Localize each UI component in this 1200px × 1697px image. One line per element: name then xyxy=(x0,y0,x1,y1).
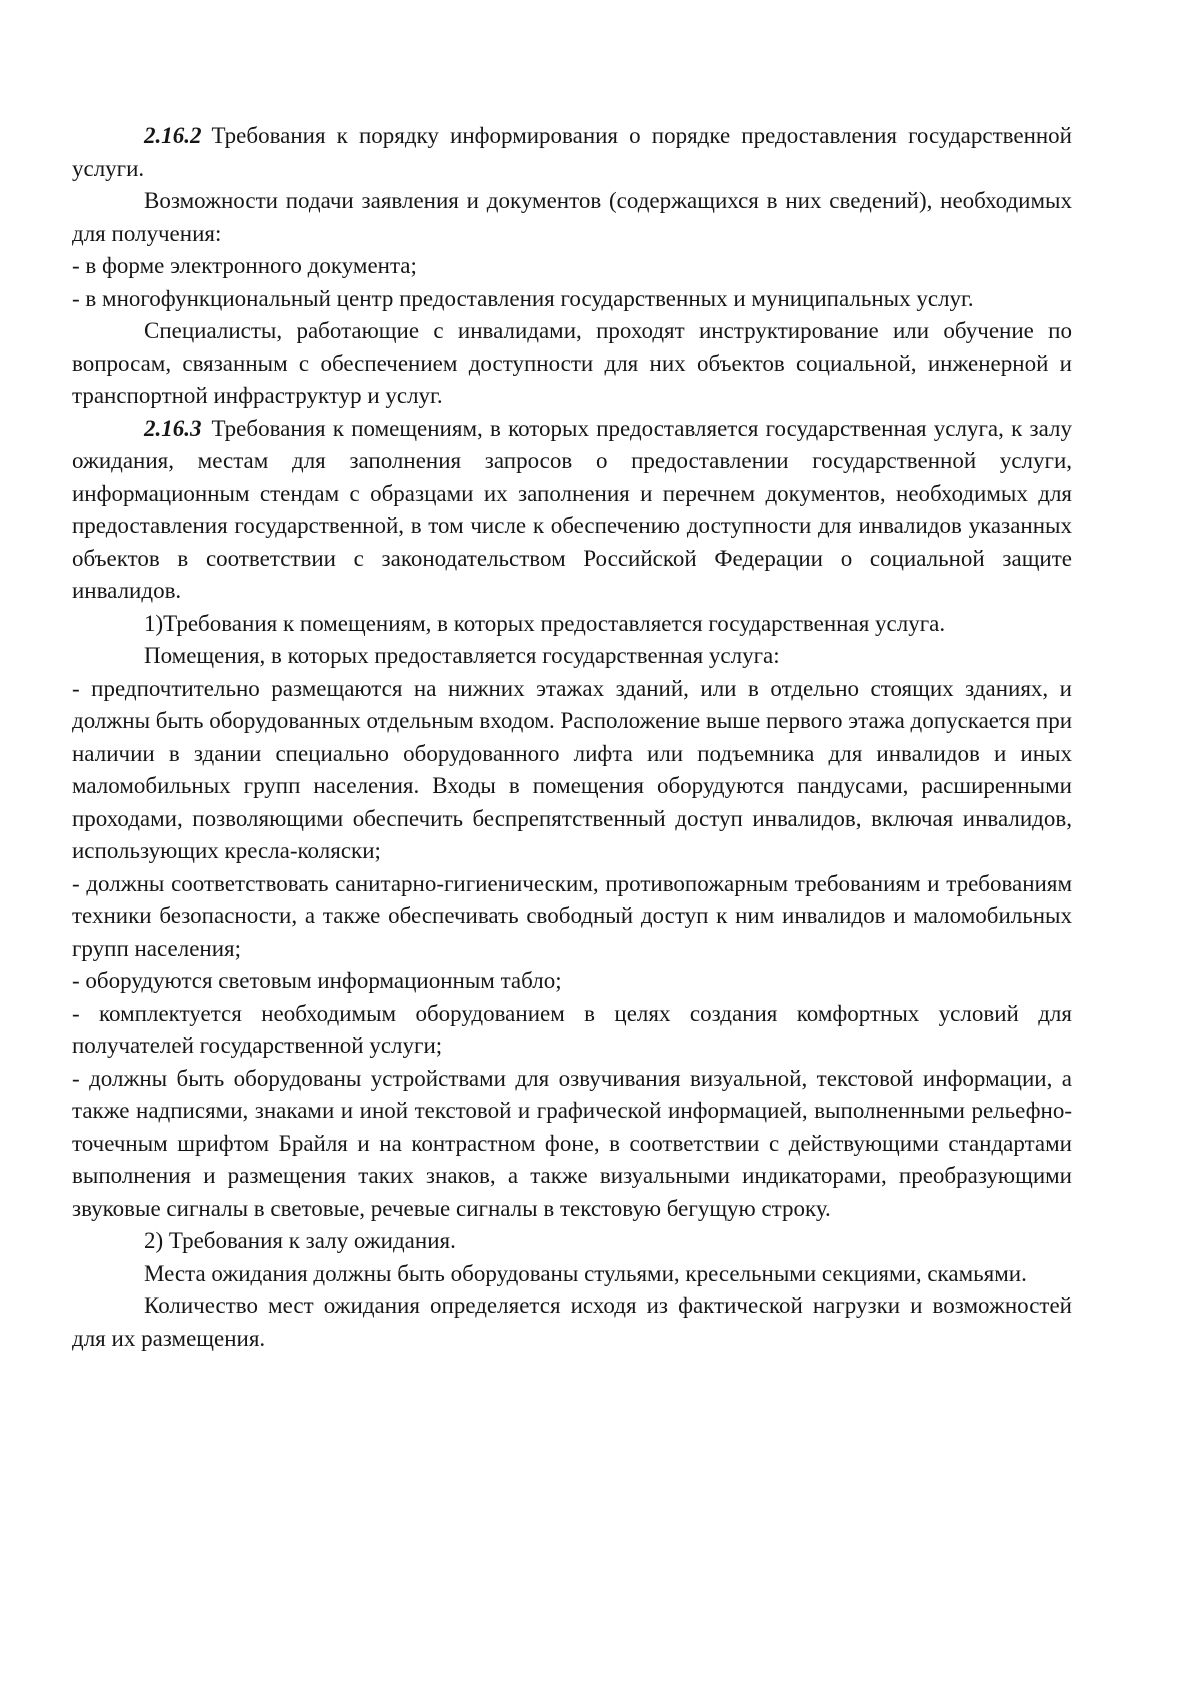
section-heading-text: Требования к помещениям, в которых предоставляется государственная услуга, к залу ожидания, местам для заполнения запросов о предоставлении государственной услуги, информационным стендам с образцами их заполнения и перечнем документов, необходимых для предоставления государственной, в том числе к обеспечению доступности для инвалидов указанных объектов в соответствии с законодательством Российской Федерации о социальной защите инвалидов. xyxy=(72,415,1072,603)
paragraph-waiting-seats: Места ожидания должны быть оборудованы стульями, кресельными секциями, скамьями. xyxy=(144,1260,1027,1286)
paragraph-premises-intro: Помещения, в которых предоставляется государственная услуга: xyxy=(144,643,780,668)
paragraph-specialists: Специалисты, работающие с инвалидами, проходят инструктирование или обучение по вопросам, связанным с обеспечением доступности для них объектов социальной, инженерной и транспортной инфраструктур и услуг. xyxy=(72,318,1072,408)
list-item-equipment: - комплектуется необходимым оборудованием в целях создания комфортных условий для получателей государственной услуги; xyxy=(72,1000,1072,1058)
paragraph-waiting-count: Количество мест ожидания определяется исходя из фактической нагрузки и возможностей для их размещения. xyxy=(72,1293,1072,1351)
section-2-16-3 xyxy=(72,413,1072,608)
list-item-sanitary: - должны соответствовать санитарно-гигиеническим, противопожарным требованиям и требованиям техники безопасности, а также обеспечивать свободный доступ к ним инвалидов и маломобильных групп населения; xyxy=(72,870,1072,961)
document-page xyxy=(72,120,1072,1355)
paragraph-premises-requirements-heading: 1)Требования к помещениям, в которых предоставляется государственная услуга. xyxy=(144,610,946,636)
section-number: 2.16.2 xyxy=(144,123,202,148)
list-item-light-board: - оборудуются световым информационным табло; xyxy=(72,968,562,993)
list-item-mfc: - в многофункциональный центр предоставления государственных и муниципальных услуг. xyxy=(72,285,974,311)
list-item-electronic: - в форме электронного документа; xyxy=(72,253,417,278)
section-number: 2.16.3 xyxy=(144,415,202,441)
section-2-16-2 xyxy=(72,120,1072,185)
paragraph-submission-options: Возможности подачи заявления и документов (содержащихся в них сведений), необходимых для получения: xyxy=(72,188,1072,246)
section-heading-text: Требования к порядку информирования о порядке предоставления государственной услуги. xyxy=(72,123,1072,181)
list-item-floor-location: - предпочтительно размещаются на нижних этажах зданий, или в отдельно стоящих зданиях, и должны быть оборудованных отдельным входом. Расположение выше первого этажа допускается при наличии в здании специально оборудованного лифта или подъемника для инвалидов и иных маломобильных групп населения. Входы в помещения оборудуются пандусами, расширенными проходами, позволяющими обеспечить беспрепятственный доступ инвалидов, включая инвалидов, использующих кресла-коляски; xyxy=(72,675,1073,863)
paragraph-waiting-hall-heading: 2) Требования к залу ожидания. xyxy=(144,1228,456,1253)
list-item-accessibility-devices: - должны быть оборудованы устройствами для озвучивания визуальной, текстовой информации, а также надписями, знаками и иной текстовой и графической информацией, выполненными рельефно-точечным шрифтом Брайля и на контрастном фоне, в соответствии с действующими стандартами выполнения и размещения таких знаков, а также визуальными индикаторами, преобразующими звуковые сигналы в световые, речевые сигналы в текстовую бегущую строку. xyxy=(72,1065,1072,1221)
